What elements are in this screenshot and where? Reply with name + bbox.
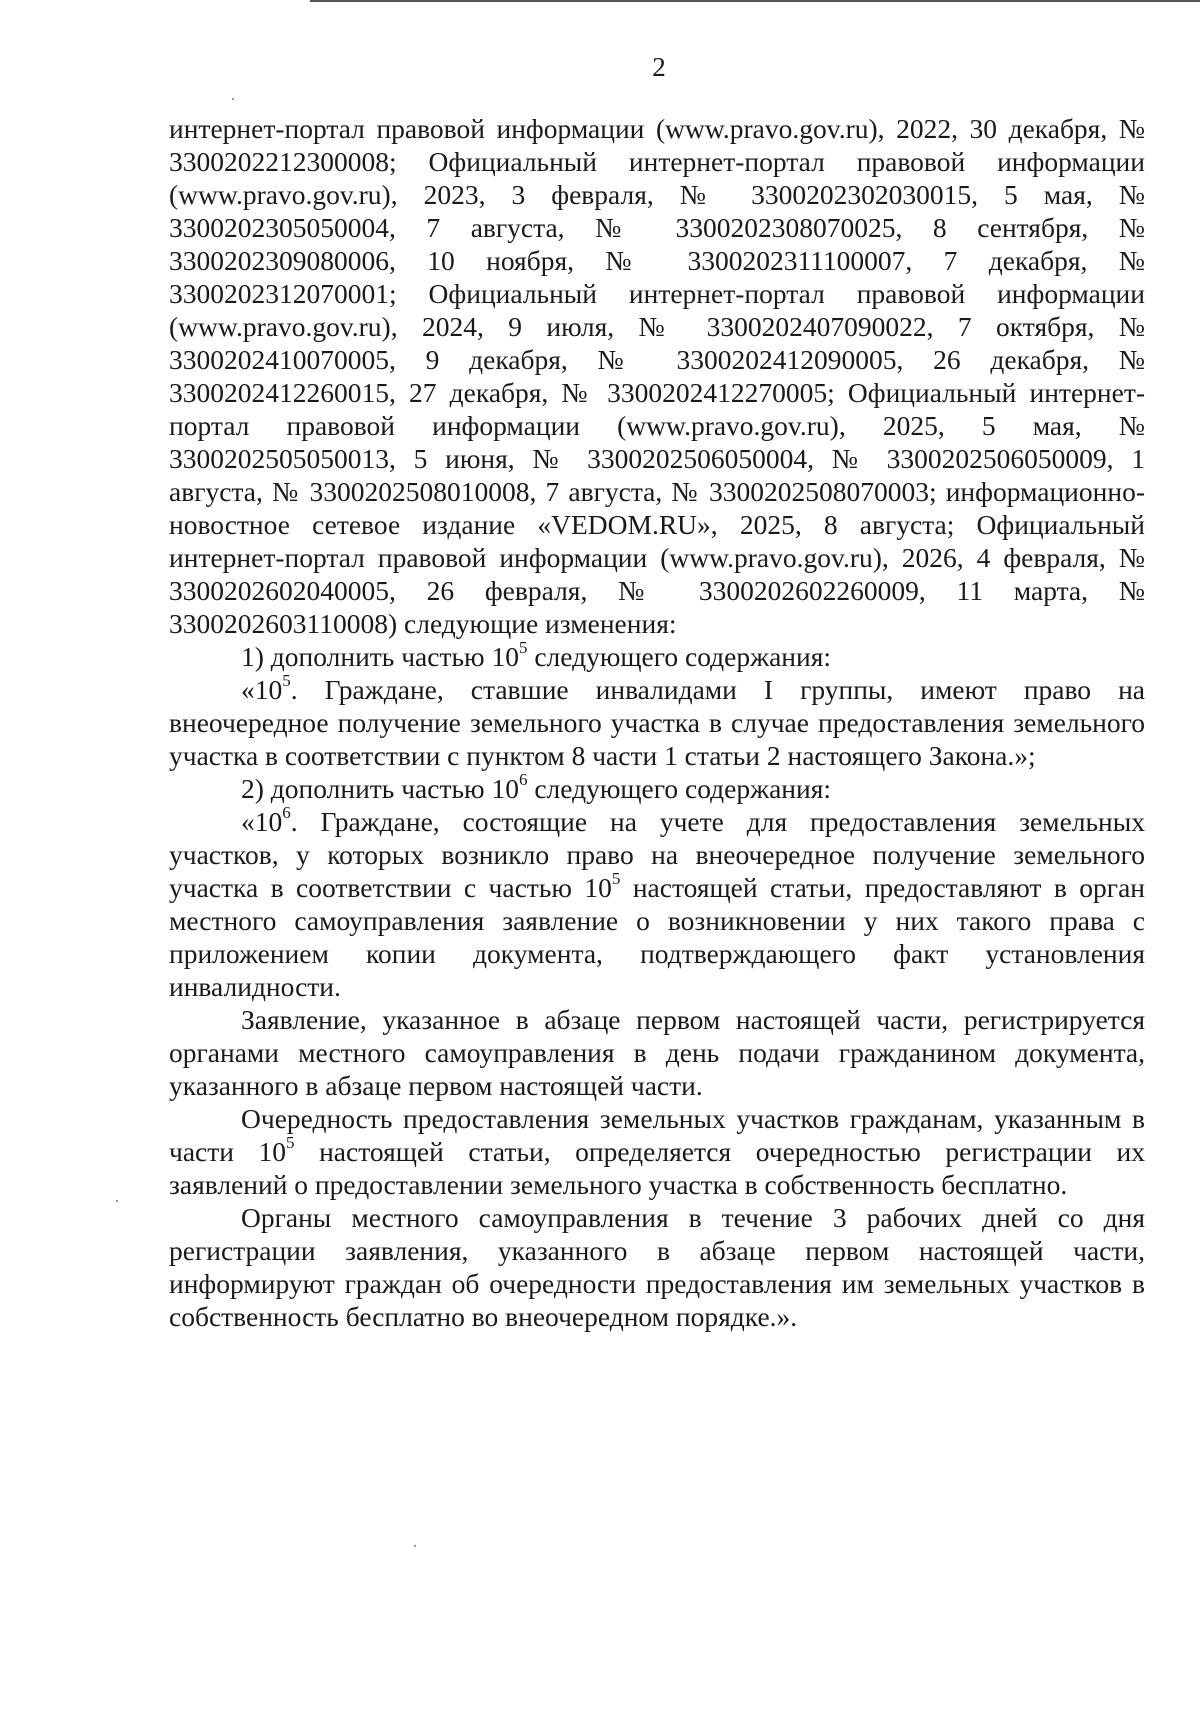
intro-paragraph: интернет-портал правовой информации (www.pravo.gov.ru), 2022, 30 декабря, № 3300202212300008; Официальный интернет-портал правовой информации (www.pravo.gov.ru), 2023, 3 февраля, № 3300202302030015, 5 мая, № 3300202305050004, 7 августа, № 3300202308070025, 8 сентября, № 3300202309080006, 10 ноября, № 3300202311100007, 7 декабря, № 3300202312070001; Официальный интернет-портал правовой информации (www.pravo.gov.ru), 2024, 9 июля, № 3300202407090022, 7 октября, № 3300202410070005, 9 декабря, № 3300202412090005, 26 декабря, № 3300202412260015, 27 декабря, № 3300202412270005; Официальный интернет-портал правовой информации (www.pravo.gov.ru), 2025, 5 мая, № 3300202505050013, 5 июня, № 3300202506050004, № 3300202506050009, 1 августа, № 3300202508010008, 7 августа, № 3300202508070003; информационно-новостное сетевое издание «VEDOM.RU», 2025, 8 августа; Официальный интернет-портал правовой информации (www.pravo.gov.ru), 2026, 4 февраля, № 3300202602040005, 26 февраля, № 3300202602260009, 11 марта, № 3300202603110008) следующие изменения: bbox=[169, 113, 1145, 639]
scan-speck bbox=[414, 1545, 416, 1547]
part-10-6-text-b: настоящей статьи, предоставляют в орган местного самоуправления заявление о возникновении у них такого права с приложением копии документа, подтверждающего факт установления инвалидности. bbox=[169, 872, 1146, 1002]
order-paragraph bbox=[169, 1102, 1145, 1201]
amendment-item-2 bbox=[169, 772, 1145, 805]
part-10-5-prefix: «10 bbox=[241, 674, 283, 705]
part-10-5-text: . Граждане, ставшие инвалидами I группы, имеют право на внеочередное получение земельного участка в случае предоставления земельного участка в соответствии с пунктом 8 части 1 статьи 2 настоящего Закона.»; bbox=[169, 674, 1145, 771]
order-paragraph-suffix: настоящей статьи, определяется очередностью регистрации их заявлений о предоставлении земельного участка в собственность бесплатно. bbox=[169, 1136, 1145, 1200]
amendment-item-1-prefix: 1) дополнить частью 10 bbox=[241, 641, 519, 672]
part-10-5-paragraph bbox=[169, 673, 1145, 772]
part-10-6-prefix: «10 bbox=[241, 806, 283, 837]
application-registration-paragraph: Заявление, указанное в абзаце первом настоящей части, регистрируется органами местного самоуправления в день подачи гражданином документа, указанного в абзаце первом настоящей части. bbox=[169, 1004, 1145, 1101]
part-10-6-superscript: 6 bbox=[282, 803, 291, 822]
amendment-item-1 bbox=[169, 640, 1145, 673]
amendment-item-2-suffix: следующего содержания: bbox=[527, 773, 832, 804]
scan-speck bbox=[232, 98, 234, 100]
order-paragraph-prefix: Очередность предоставления земельных участков гражданам, указанным в части 10 bbox=[169, 1103, 1145, 1167]
part-10-5-superscript: 5 bbox=[282, 671, 291, 690]
amendment-item-2-prefix: 2) дополнить частью 10 bbox=[241, 773, 519, 804]
part-10-6-paragraph bbox=[169, 805, 1145, 1003]
amendment-item-1-suffix: следующего содержания: bbox=[527, 641, 832, 672]
scan-speck bbox=[116, 1200, 118, 1202]
document-body bbox=[169, 112, 1145, 1333]
amendment-item-2-superscript: 6 bbox=[518, 770, 528, 789]
order-paragraph-superscript: 5 bbox=[286, 1133, 295, 1152]
page-number: 2 bbox=[652, 52, 666, 82]
part-10-6-text-a: . Граждане, состоящие на учете для предоставления земельных участков, у которых возникло право на внеочередное получение земельного участка в соответствии с частью 10 bbox=[169, 806, 1145, 903]
local-bodies-paragraph: Органы местного самоуправления в течение 3 рабочих дней со дня регистрации заявления, указанного в абзаце первом настоящей части, информируют граждан об очередности предоставления им земельных участков в собственность бесплатно во внеочередном порядке.». bbox=[169, 1202, 1145, 1332]
top-border-line bbox=[310, 0, 1200, 2]
amendment-item-1-superscript: 5 bbox=[518, 638, 528, 657]
part-10-6-reference-superscript: 5 bbox=[611, 869, 621, 888]
